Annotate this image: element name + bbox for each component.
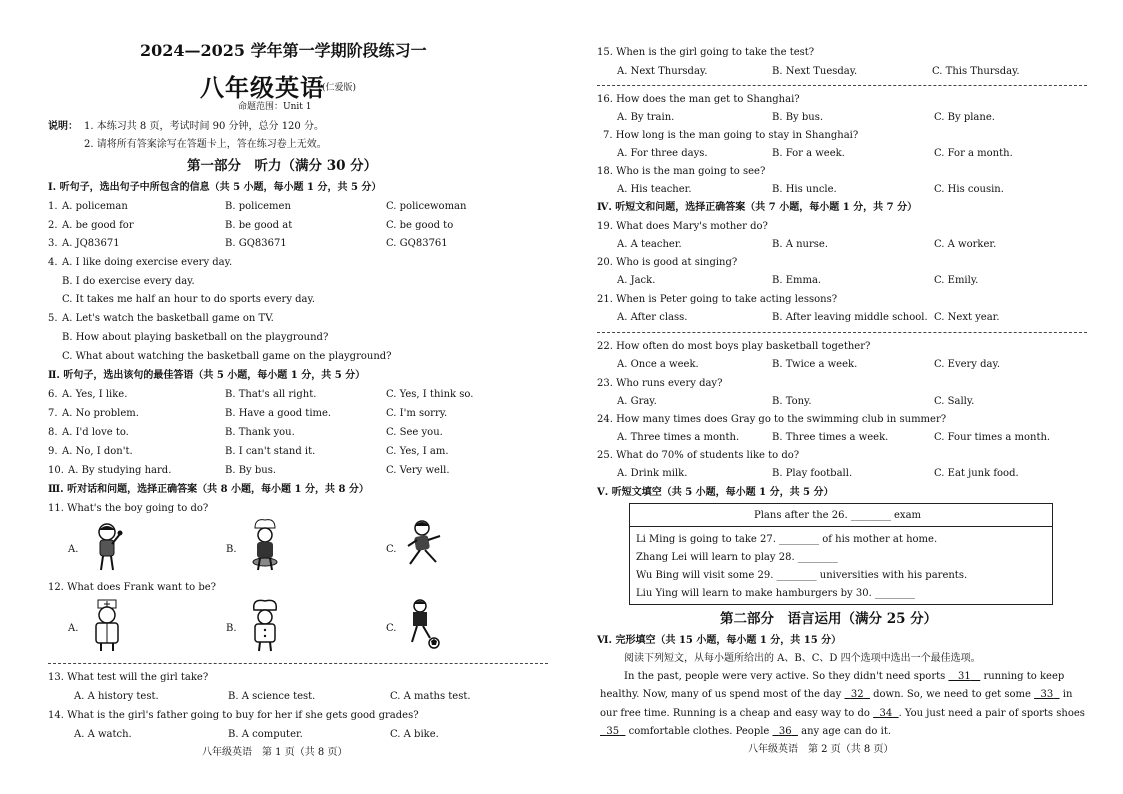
q18-question: 18. Who is the man going to see? [597, 166, 766, 177]
q12-question: 12. What does Frank want to be? [48, 582, 217, 593]
q20-question: 20. Who is good at singing? [597, 257, 738, 268]
q3-option-a: A. JQ83671 [62, 238, 120, 249]
q16-option-a: A. By train. [617, 112, 675, 123]
part2-title: 第二部分 语言运用（满分 25 分） [720, 611, 938, 627]
q1-option-c: C. policewoman [386, 201, 467, 212]
q7-option-a: A. No problem. [62, 408, 139, 419]
q11-label-a: A. [68, 544, 79, 555]
q17-option-a: A. For three days. [617, 148, 708, 159]
q20-option-a: A. Jack. [617, 275, 656, 286]
q4-option-c: C. It takes me half an hour to do sports every day. [62, 294, 316, 305]
part1-title: 第一部分 听力（满分 30 分） [187, 158, 378, 174]
plans-row-4: Liu Ying will learn to make hamburgers by 30. ________ [636, 588, 915, 599]
q24-question: 24. How many times does Gray go to the swimming club in summer? [597, 414, 947, 425]
q4-option-b: B. I do exercise every day. [62, 276, 195, 287]
boy-cooking-picture [240, 518, 290, 573]
q21-option-c: C. Next year. [934, 312, 1000, 323]
q8-number: 8. [48, 427, 58, 438]
blank-35 [600, 726, 625, 737]
blank-number: 33 [1040, 689, 1054, 700]
q10-option-b: B. By bus. [225, 465, 277, 476]
q20-option-c: C. Emily. [934, 275, 979, 286]
q19-option-b: B. A nurse. [772, 239, 828, 250]
q5-number: 5. [48, 313, 58, 324]
blank-33 [1034, 689, 1059, 700]
page-1 [0, 0, 560, 794]
section6-title: Ⅵ. 完形填空（共 15 小题，每小题 1 分，共 15 分） [597, 635, 842, 646]
page-footer: 八年级英语 第 2 页（共 8 页） [748, 744, 894, 755]
q21-question: 21. When is Peter going to take acting lessons? [597, 294, 838, 305]
q8-option-a: A. I'd love to. [62, 427, 129, 438]
scope-label: 命题范围：Unit 1 [238, 102, 312, 112]
q11-label-b: B. [226, 544, 237, 555]
q21-option-b: B. After leaving middle school. [772, 312, 928, 323]
q5-option-b: B. How about playing basketball on the playground? [62, 332, 329, 343]
blank-31 [948, 671, 980, 682]
q16-option-b: B. By bus. [772, 112, 824, 123]
section2-title: Ⅱ. 听句子，选出该句的最佳答语（共 5 小题，每小题 1 分，共 5 分） [48, 370, 366, 381]
q24-option-a: A. Three times a month. [617, 432, 740, 443]
q25-option-b: B. Play football. [772, 468, 853, 479]
cook-picture [240, 598, 290, 653]
plans-table-header: Plans after the 26. ________ exam [754, 510, 922, 521]
q18-option-c: C. His cousin. [934, 184, 1004, 195]
section3-title: Ⅲ. 听对话和问题，选择正确答案（共 8 小题，每小题 1 分，共 8 分） [48, 484, 369, 495]
exam-title: 八年级英语 [200, 73, 325, 102]
q16-option-c: C. By plane. [934, 112, 995, 123]
q25-option-c: C. Eat junk food. [934, 468, 1019, 479]
q23-option-b: B. Tony. [772, 396, 812, 407]
passage-text: in [1059, 689, 1073, 700]
q6-option-b: B. That's all right. [225, 389, 317, 400]
q15-option-b: B. Next Tuesday. [772, 66, 858, 77]
blank-36 [773, 726, 798, 737]
q22-option-a: A. Once a week. [617, 359, 699, 370]
q12-label-a: A. [68, 623, 79, 634]
q12-label-c: C. [386, 623, 397, 634]
fold-line [597, 332, 1087, 333]
page-footer: 八年级英语 第 1 页（共 8 页） [202, 747, 348, 758]
plans-table [629, 503, 1053, 605]
q13-option-b: B. A science test. [228, 691, 316, 702]
q23-question: 23. Who runs every day? [597, 378, 723, 389]
q14-option-b: B. A computer. [228, 729, 303, 740]
q4-option-a: A. I like doing exercise every day. [62, 257, 233, 268]
q21-option-a: A. After class. [617, 312, 688, 323]
passage-text: In the past, people were very active. So they didn't need sports [624, 671, 949, 682]
q16-question: 16. How does the man get to Shanghai? [597, 94, 800, 105]
q2-option-b: B. be good at [225, 220, 293, 231]
q22-question: 22. How often do most boys play basketball together? [597, 341, 871, 352]
q25-question: 25. What do 70% of students like to do? [597, 450, 800, 461]
q22-option-c: C. Every day. [934, 359, 1000, 370]
section1-title: Ⅰ. 听句子，选出句子中所包含的信息（共 5 小题，每小题 1 分，共 5 分） [48, 182, 382, 193]
boy-singing-picture [82, 520, 132, 575]
blank-number: 35 [606, 726, 620, 737]
q9-number: 9. [48, 446, 58, 457]
q7-option-c: C. I'm sorry. [386, 408, 448, 419]
q15-question: 15. When is the girl going to take the test? [597, 47, 815, 58]
q2-option-c: C. be good to [386, 220, 454, 231]
q19-question: 19. What does Mary's mother do? [597, 221, 768, 232]
q14-question: 14. What is the girl's father going to buy for her if she gets good grades? [48, 710, 419, 721]
q1-option-b: B. policemen [225, 201, 291, 212]
blank-number: 34 [879, 708, 893, 719]
passage-text: . You just need a pair of sports shoes [898, 708, 1085, 719]
blank-number: 31 [957, 671, 971, 682]
section4-title: Ⅳ. 听短文和问题，选择正确答案（共 7 小题，每小题 1 分，共 7 分） [597, 202, 918, 213]
note-2: 2. 请将所有答案涂写在答题卡上，答在练习卷上无效。 [84, 139, 327, 150]
blank-34 [873, 708, 898, 719]
q12-label-b: B. [226, 623, 237, 634]
q23-option-c: C. Sally. [934, 396, 975, 407]
q6-option-a: A. Yes, I like. [62, 389, 128, 400]
q1-number: 1. [48, 201, 58, 212]
passage-text: healthy. Now, many of us spend most of the day [600, 689, 845, 700]
q2-number: 2. [48, 220, 58, 231]
q14-option-a: A. A watch. [74, 729, 132, 740]
passage-text: our free time. Running is a cheap and easy way to do [600, 708, 874, 719]
passage-line-4 [600, 725, 891, 738]
fold-line [597, 85, 1087, 86]
q10-number: 10. [48, 465, 64, 476]
q1-option-a: A. policeman [62, 201, 128, 212]
q24-option-c: C. Four times a month. [934, 432, 1051, 443]
blank-32 [844, 689, 869, 700]
q9-option-b: B. I can't stand it. [225, 446, 316, 457]
q17-option-b: B. For a week. [772, 148, 845, 159]
passage-text: any age can do it. [797, 726, 892, 737]
q10-option-a: A. By studying hard. [68, 465, 172, 476]
exam-year-title: 2024—2025 学年第一学期阶段练习一 [140, 41, 427, 60]
q25-option-a: A. Drink milk. [617, 468, 688, 479]
q15-option-c: C. This Thursday. [932, 66, 1020, 77]
q17-option-c: C. For a month. [934, 148, 1013, 159]
section5-title: Ⅴ. 听短文填空（共 5 小题，每小题 1 分，共 5 分） [597, 487, 834, 498]
blank-number: 32 [850, 689, 864, 700]
q13-option-c: C. A maths test. [390, 691, 471, 702]
q5-option-c: C. What about watching the basketball game on the playground? [62, 351, 392, 362]
q10-option-c: C. Very well. [386, 465, 450, 476]
q3-number: 3. [48, 238, 58, 249]
passage-line-3 [600, 707, 1085, 720]
passage-line-2 [600, 688, 1072, 701]
passage-text: down. So, we need to get some [869, 689, 1035, 700]
q9-option-a: A. No, I don't. [62, 446, 133, 457]
plans-row-3: Wu Bing will visit some 29. ________ universities with his parents. [636, 570, 968, 581]
plans-row-2: Zhang Lei will learn to play 28. ________ [636, 552, 838, 563]
q19-option-c: C. A worker. [934, 239, 997, 250]
q8-option-c: C. See you. [386, 427, 443, 438]
football-player-picture [398, 598, 448, 653]
q22-option-b: B. Twice a week. [772, 359, 858, 370]
q3-option-b: B. GQ83671 [225, 238, 287, 249]
q20-option-b: B. Emma. [772, 275, 822, 286]
q14-option-c: C. A bike. [390, 729, 439, 740]
q4-number: 4. [48, 257, 58, 268]
q9-option-c: C. Yes, I am. [386, 446, 449, 457]
plans-row-1: Li Ming is going to take 27. ________ of his mother at home. [636, 534, 938, 545]
cloze-instruction: 阅读下列短文，从每小题所给出的 A、B、C、D 四个选项中选出一个最佳选项。 [624, 653, 981, 664]
q3-option-c: C. GQ83761 [386, 238, 448, 249]
q23-option-a: A. Gray. [617, 396, 657, 407]
q7-number: 7. [48, 408, 58, 419]
q19-option-a: A. A teacher. [617, 239, 682, 250]
edition-label: (仁爱版) [322, 83, 357, 93]
q11-label-c: C. [386, 544, 397, 555]
q8-option-b: B. Thank you. [225, 427, 295, 438]
q15-option-a: A. Next Thursday. [617, 66, 708, 77]
q5-option-a: A. Let's watch the basketball game on TV. [62, 313, 274, 324]
passage-line-1 [624, 670, 1064, 683]
blank-number: 36 [778, 726, 792, 737]
doctor-picture [82, 598, 132, 653]
fold-line [48, 663, 548, 664]
note-1: 1. 本练习共 8 页，考试时间 90 分钟，总分 120 分。 [84, 121, 324, 132]
passage-text: running to keep [980, 671, 1065, 682]
q2-option-a: A. be good for [62, 220, 134, 231]
passage-text: comfortable clothes. People [625, 726, 773, 737]
q18-option-b: B. His uncle. [772, 184, 837, 195]
q7-option-b: B. Have a good time. [225, 408, 332, 419]
q13-question: 13. What test will the girl take? [48, 672, 209, 683]
boy-running-picture [400, 518, 450, 573]
page-2 [562, 0, 1123, 794]
q17-question: 7. How long is the man going to stay in Shanghai? [603, 130, 859, 141]
q24-option-b: B. Three times a week. [772, 432, 889, 443]
q13-option-a: A. A history test. [74, 691, 159, 702]
q6-number: 6. [48, 389, 58, 400]
q6-option-c: C. Yes, I think so. [386, 389, 474, 400]
q11-question: 11. What's the boy going to do? [48, 503, 209, 514]
q18-option-a: A. His teacher. [617, 184, 692, 195]
note-label: 说明： [48, 121, 78, 132]
